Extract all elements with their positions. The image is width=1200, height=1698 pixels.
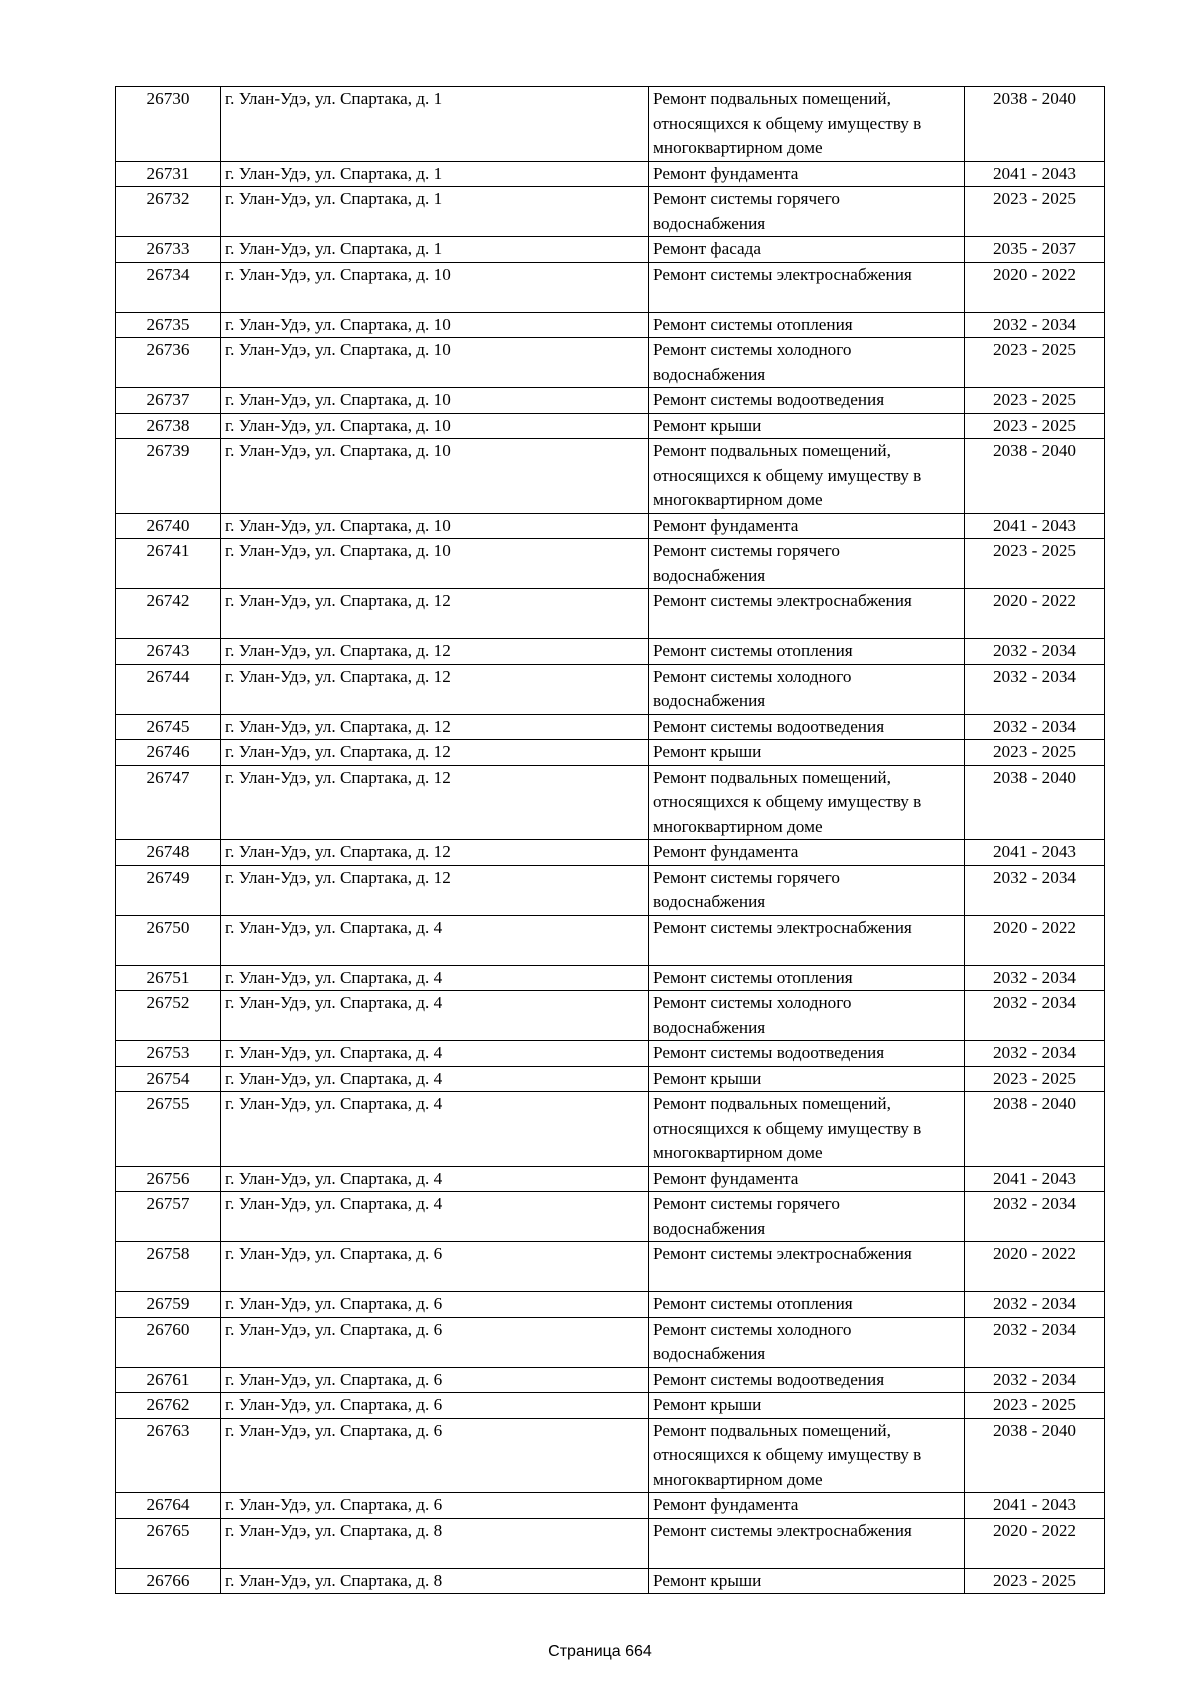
work-type-cell [649, 1568, 965, 1594]
table-row [116, 312, 1105, 338]
work-type-line: Ремонт системы холодного [653, 340, 852, 359]
period-cell: 2032 - 2034 [965, 714, 1105, 740]
table-row [116, 1317, 1105, 1367]
work-type-cell [649, 388, 965, 414]
work-type-cell [649, 413, 965, 439]
address-cell: г. Улан-Удэ, ул. Спартака, д. 6 [221, 1317, 649, 1367]
period-cell: 2041 - 2043 [965, 840, 1105, 866]
period-cell: 2023 - 2025 [965, 740, 1105, 766]
address-cell: г. Улан-Удэ, ул. Спартака, д. 1 [221, 187, 649, 237]
table-row [116, 388, 1105, 414]
address-cell: г. Улан-Удэ, ул. Спартака, д. 10 [221, 513, 649, 539]
row-number: 26749 [116, 865, 221, 915]
table-row [116, 237, 1105, 263]
address-cell: г. Улан-Удэ, ул. Спартака, д. 10 [221, 312, 649, 338]
address-cell: г. Улан-Удэ, ул. Спартака, д. 1 [221, 161, 649, 187]
row-number: 26747 [116, 765, 221, 840]
row-number: 26743 [116, 639, 221, 665]
work-type-line: Ремонт системы горячего [653, 867, 840, 887]
table-row [116, 865, 1105, 915]
period-cell: 2020 - 2022 [965, 915, 1105, 965]
period-cell: 2032 - 2034 [965, 312, 1105, 338]
table-row [116, 539, 1105, 589]
table-row [116, 1166, 1105, 1192]
work-type-line: многоквартирном доме [653, 816, 823, 836]
table-row [116, 513, 1105, 539]
address-cell: г. Улан-Удэ, ул. Спартака, д. 12 [221, 714, 649, 740]
work-type-line: Ремонт фундамента [653, 515, 799, 535]
work-type-line: Ремонт системы водоотведения [653, 390, 885, 409]
work-type-cell [649, 865, 965, 915]
period-cell: 2032 - 2034 [965, 1192, 1105, 1242]
address-cell: г. Улан-Удэ, ул. Спартака, д. 4 [221, 1041, 649, 1067]
period-cell: 2032 - 2034 [965, 1041, 1105, 1067]
period-cell: 2032 - 2034 [965, 865, 1105, 915]
address-cell: г. Улан-Удэ, ул. Спартака, д. 12 [221, 664, 649, 714]
address-cell: г. Улан-Удэ, ул. Спартака, д. 4 [221, 1066, 649, 1092]
table-row [116, 1292, 1105, 1318]
table-row [116, 965, 1105, 991]
row-number: 26760 [116, 1317, 221, 1367]
row-number: 26754 [116, 1066, 221, 1092]
period-cell: 2041 - 2043 [965, 513, 1105, 539]
work-type-line: Ремонт подвальных помещений, [653, 767, 891, 787]
work-type-cell [649, 338, 965, 388]
work-type-cell [649, 237, 965, 263]
period-cell: 2038 - 2040 [965, 439, 1105, 514]
address-cell: г. Улан-Удэ, ул. Спартака, д. 10 [221, 539, 649, 589]
period-cell: 2023 - 2025 [965, 338, 1105, 388]
work-type-line: Ремонт крыши [653, 415, 762, 435]
work-type-cell [649, 991, 965, 1041]
address-cell: г. Улан-Удэ, ул. Спартака, д. 8 [221, 1518, 649, 1568]
address-cell: г. Улан-Удэ, ул. Спартака, д. 12 [221, 765, 649, 840]
row-number: 26756 [116, 1166, 221, 1192]
address-cell: г. Улан-Удэ, ул. Спартака, д. 6 [221, 1418, 649, 1493]
work-type-cell [649, 1518, 965, 1568]
row-number: 26763 [116, 1418, 221, 1493]
period-cell: 2038 - 2040 [965, 1092, 1105, 1167]
period-cell: 2032 - 2034 [965, 1317, 1105, 1367]
work-type-line [653, 614, 960, 639]
row-number: 26765 [116, 1518, 221, 1568]
work-type-line [653, 1543, 960, 1568]
work-type-line: Ремонт подвальных помещений, [653, 441, 891, 460]
row-number: 26748 [116, 840, 221, 866]
work-type-line: водоснабжения [653, 565, 766, 585]
work-type-line: Ремонт системы холодного [653, 1319, 852, 1339]
work-type-cell [649, 1066, 965, 1092]
table-row [116, 338, 1105, 388]
address-cell: г. Улан-Удэ, ул. Спартака, д. 4 [221, 1166, 649, 1192]
work-type-line: относящихся к общему имуществу в [653, 792, 922, 811]
period-cell: 2023 - 2025 [965, 413, 1105, 439]
work-type-cell [649, 1192, 965, 1242]
repair-schedule-table [115, 86, 1105, 1594]
address-cell: г. Улан-Удэ, ул. Спартака, д. 4 [221, 1192, 649, 1242]
work-type-line: Ремонт фундамента [653, 1495, 799, 1514]
table-row [116, 87, 1105, 162]
row-number: 26734 [116, 262, 221, 312]
work-type-line: Ремонт системы водоотведения [653, 1043, 885, 1062]
address-cell: г. Улан-Удэ, ул. Спартака, д. 6 [221, 1367, 649, 1393]
work-type-line [653, 1267, 960, 1292]
work-type-cell [649, 1367, 965, 1393]
period-cell: 2023 - 2025 [965, 1066, 1105, 1092]
period-cell: 2020 - 2022 [965, 589, 1105, 639]
work-type-line: Ремонт системы горячего [653, 189, 840, 208]
work-type-line: Ремонт системы электроснабжения [653, 917, 912, 937]
period-cell: 2041 - 2043 [965, 161, 1105, 187]
address-cell: г. Улан-Удэ, ул. Спартака, д. 6 [221, 1242, 649, 1292]
period-cell: 2023 - 2025 [965, 1568, 1105, 1594]
period-cell: 2038 - 2040 [965, 765, 1105, 840]
address-cell: г. Улан-Удэ, ул. Спартака, д. 12 [221, 639, 649, 665]
row-number: 26736 [116, 338, 221, 388]
table-row [116, 1393, 1105, 1419]
table-row [116, 589, 1105, 639]
work-type-line: Ремонт системы горячего [653, 541, 840, 560]
work-type-line: Ремонт системы холодного [653, 666, 852, 686]
period-cell: 2032 - 2034 [965, 664, 1105, 714]
address-cell: г. Улан-Удэ, ул. Спартака, д. 10 [221, 338, 649, 388]
work-type-line: водоснабжения [653, 1017, 766, 1037]
work-type-cell [649, 639, 965, 665]
work-type-cell [649, 312, 965, 338]
period-cell: 2032 - 2034 [965, 1292, 1105, 1318]
work-type-cell [649, 1418, 965, 1493]
row-number: 26758 [116, 1242, 221, 1292]
table-row [116, 1041, 1105, 1067]
work-type-cell [649, 840, 965, 866]
work-type-line: Ремонт крыши [653, 1068, 762, 1088]
work-type-cell [649, 87, 965, 162]
work-type-line: Ремонт системы отопления [653, 641, 853, 660]
table-row [116, 1242, 1105, 1292]
work-type-line: водоснабжения [653, 364, 766, 384]
work-type-line [653, 940, 960, 965]
work-type-line: многоквартирном доме [653, 1469, 823, 1489]
address-cell: г. Улан-Удэ, ул. Спартака, д. 6 [221, 1493, 649, 1519]
page-number: Страница 664 [548, 1643, 652, 1660]
work-type-line: многоквартирном доме [653, 1143, 823, 1162]
address-cell: г. Улан-Удэ, ул. Спартака, д. 8 [221, 1568, 649, 1594]
row-number: 26764 [116, 1493, 221, 1519]
work-type-line: Ремонт фундамента [653, 163, 799, 183]
work-type-cell [649, 1092, 965, 1167]
table-row [116, 1066, 1105, 1092]
row-number: 26732 [116, 187, 221, 237]
row-number: 26733 [116, 237, 221, 263]
work-type-line: Ремонт подвальных помещений, [653, 1094, 891, 1113]
period-cell: 2020 - 2022 [965, 262, 1105, 312]
table-body [116, 87, 1105, 1594]
work-type-cell [649, 589, 965, 639]
period-cell: 2032 - 2034 [965, 1367, 1105, 1393]
work-type-cell [649, 262, 965, 312]
period-cell: 2041 - 2043 [965, 1166, 1105, 1192]
work-type-line: Ремонт системы холодного [653, 993, 852, 1012]
period-cell: 2023 - 2025 [965, 539, 1105, 589]
work-type-line: Ремонт фундамента [653, 842, 799, 861]
period-cell: 2032 - 2034 [965, 991, 1105, 1041]
address-cell: г. Улан-Удэ, ул. Спартака, д. 4 [221, 1092, 649, 1167]
work-type-cell [649, 740, 965, 766]
work-type-line: Ремонт крыши [653, 1570, 762, 1590]
work-type-cell [649, 965, 965, 991]
period-cell: 2032 - 2034 [965, 965, 1105, 991]
table-row [116, 1493, 1105, 1519]
row-number: 26741 [116, 539, 221, 589]
work-type-line: многоквартирном доме [653, 490, 823, 509]
work-type-cell [649, 1493, 965, 1519]
table-row [116, 915, 1105, 965]
table-row [116, 664, 1105, 714]
row-number: 26745 [116, 714, 221, 740]
table-row [116, 413, 1105, 439]
table-row [116, 1568, 1105, 1594]
work-type-line: Ремонт крыши [653, 1395, 762, 1414]
period-cell: 2035 - 2037 [965, 237, 1105, 263]
table-row [116, 187, 1105, 237]
row-number: 26757 [116, 1192, 221, 1242]
address-cell: г. Улан-Удэ, ул. Спартака, д. 10 [221, 388, 649, 414]
work-type-cell [649, 1242, 965, 1292]
period-cell: 2020 - 2022 [965, 1518, 1105, 1568]
address-cell: г. Улан-Удэ, ул. Спартака, д. 4 [221, 991, 649, 1041]
work-type-cell [649, 539, 965, 589]
row-number: 26742 [116, 589, 221, 639]
work-type-line [653, 287, 960, 312]
work-type-line: водоснабжения [653, 691, 766, 710]
table-row [116, 439, 1105, 514]
work-type-line: Ремонт системы горячего [653, 1194, 840, 1213]
period-cell: 2023 - 2025 [965, 187, 1105, 237]
table-row [116, 1367, 1105, 1393]
work-type-cell [649, 161, 965, 187]
work-type-line: относящихся к общему имуществу в [653, 113, 922, 133]
address-cell: г. Улан-Удэ, ул. Спартака, д. 1 [221, 87, 649, 162]
address-cell: г. Улан-Удэ, ул. Спартака, д. 4 [221, 915, 649, 965]
row-number: 26753 [116, 1041, 221, 1067]
work-type-line: многоквартирном доме [653, 138, 823, 157]
row-number: 26761 [116, 1367, 221, 1393]
work-type-line: Ремонт системы электроснабжения [653, 591, 912, 610]
work-type-cell [649, 1041, 965, 1067]
address-cell: г. Улан-Удэ, ул. Спартака, д. 12 [221, 589, 649, 639]
table-row [116, 1418, 1105, 1493]
work-type-line: водоснабжения [653, 892, 766, 911]
work-type-cell [649, 187, 965, 237]
row-number: 26738 [116, 413, 221, 439]
address-cell: г. Улан-Удэ, ул. Спартака, д. 12 [221, 840, 649, 866]
table-row [116, 714, 1105, 740]
table-row [116, 639, 1105, 665]
address-cell: г. Улан-Удэ, ул. Спартака, д. 4 [221, 965, 649, 991]
work-type-line: Ремонт системы электроснабжения [653, 1520, 912, 1540]
work-type-line: Ремонт системы отопления [653, 1294, 853, 1313]
work-type-line: Ремонт фасада [653, 239, 762, 258]
work-type-line: Ремонт крыши [653, 742, 762, 761]
work-type-cell [649, 915, 965, 965]
address-cell: г. Улан-Удэ, ул. Спартака, д. 1 [221, 237, 649, 263]
work-type-line: Ремонт системы отопления [653, 314, 853, 334]
row-number: 26730 [116, 87, 221, 162]
address-cell: г. Улан-Удэ, ул. Спартака, д. 10 [221, 439, 649, 514]
work-type-line: относящихся к общему имуществу в [653, 465, 922, 485]
row-number: 26735 [116, 312, 221, 338]
table-row [116, 1092, 1105, 1167]
period-cell: 2038 - 2040 [965, 87, 1105, 162]
address-cell: г. Улан-Удэ, ул. Спартака, д. 6 [221, 1292, 649, 1318]
work-type-line: Ремонт системы электроснабжения [653, 264, 912, 284]
period-cell: 2041 - 2043 [965, 1493, 1105, 1519]
table-row [116, 765, 1105, 840]
row-number: 26739 [116, 439, 221, 514]
work-type-line: Ремонт системы водоотведения [653, 1369, 885, 1389]
work-type-line: водоснабжения [653, 213, 766, 233]
work-type-line: Ремонт подвальных помещений, [653, 89, 891, 108]
work-type-line: Ремонт фундамента [653, 1168, 799, 1188]
table-row [116, 740, 1105, 766]
row-number: 26762 [116, 1393, 221, 1419]
row-number: 26740 [116, 513, 221, 539]
address-cell: г. Улан-Удэ, ул. Спартака, д. 10 [221, 262, 649, 312]
work-type-cell [649, 1393, 965, 1419]
work-type-cell [649, 765, 965, 840]
table-row [116, 840, 1105, 866]
table-row [116, 1518, 1105, 1568]
row-number: 26731 [116, 161, 221, 187]
period-cell: 2038 - 2040 [965, 1418, 1105, 1493]
work-type-line: Ремонт системы электроснабжения [653, 1244, 912, 1263]
work-type-cell [649, 1292, 965, 1318]
work-type-cell [649, 1317, 965, 1367]
row-number: 26751 [116, 965, 221, 991]
address-cell: г. Улан-Удэ, ул. Спартака, д. 12 [221, 865, 649, 915]
work-type-line: Ремонт подвальных помещений, [653, 1420, 891, 1440]
row-number: 26750 [116, 915, 221, 965]
period-cell: 2020 - 2022 [965, 1242, 1105, 1292]
work-type-cell [649, 664, 965, 714]
period-cell: 2023 - 2025 [965, 388, 1105, 414]
work-type-cell [649, 1166, 965, 1192]
row-number: 26759 [116, 1292, 221, 1318]
row-number: 26752 [116, 991, 221, 1041]
work-type-cell [649, 513, 965, 539]
work-type-cell [649, 714, 965, 740]
work-type-line: водоснабжения [653, 1218, 766, 1238]
row-number: 26755 [116, 1092, 221, 1167]
table-row [116, 161, 1105, 187]
work-type-line: водоснабжения [653, 1344, 766, 1363]
table-row [116, 262, 1105, 312]
row-number: 26744 [116, 664, 221, 714]
work-type-line: Ремонт системы отопления [653, 967, 853, 987]
table-row [116, 991, 1105, 1041]
table-row [116, 1192, 1105, 1242]
work-type-line: относящихся к общему имуществу в [653, 1445, 922, 1464]
address-cell: г. Улан-Удэ, ул. Спартака, д. 6 [221, 1393, 649, 1419]
row-number: 26737 [116, 388, 221, 414]
work-type-cell [649, 439, 965, 514]
work-type-line: относящихся к общему имуществу в [653, 1118, 922, 1138]
address-cell: г. Улан-Удэ, ул. Спартака, д. 10 [221, 413, 649, 439]
period-cell: 2032 - 2034 [965, 639, 1105, 665]
address-cell: г. Улан-Удэ, ул. Спартака, д. 12 [221, 740, 649, 766]
row-number: 26746 [116, 740, 221, 766]
work-type-line: Ремонт системы водоотведения [653, 716, 885, 736]
row-number: 26766 [116, 1568, 221, 1594]
period-cell: 2023 - 2025 [965, 1393, 1105, 1419]
